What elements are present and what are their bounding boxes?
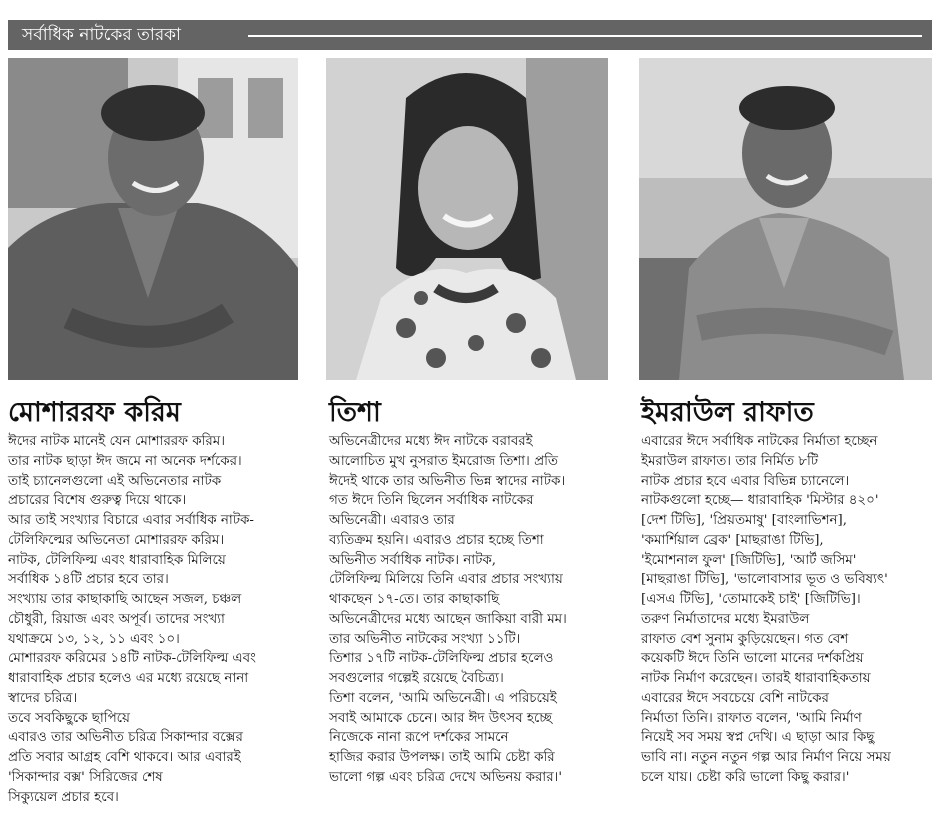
article-line: নিয়েই সব সময় স্বপ্ন দেখি। এ ছাড়া আর কিছু xyxy=(641,730,875,746)
photo-mosharraf-karim xyxy=(8,58,298,380)
article-line: নির্মাতা তিনি। রাফাত বলেন, 'আমি নির্মাণ xyxy=(641,710,862,726)
article-body xyxy=(329,432,567,788)
article-mosharraf-karim xyxy=(8,396,256,807)
article-line: তবে সবকিছুকে ছাপিয়ে xyxy=(8,710,130,726)
article-line: যথাক্রমে ১৩, ১২, ১১ এবং ১০। xyxy=(8,631,180,647)
article-body xyxy=(641,432,891,788)
article-line: অভিনেত্রীদের মধ্যে ঈদ নাটকে বরাবরই xyxy=(329,434,533,449)
article-line: রাফাত বেশ সুনাম কুড়িয়েছেন। গত বেশ xyxy=(641,631,849,647)
article-line: নাটক নির্মাণ করেছেন। তারই ধারাবাহিকতায় xyxy=(641,671,871,686)
article-line: ধারাবাহিক প্রচার হলেও এর মধ্যে রয়েছে নানা xyxy=(8,671,249,686)
article-line: গত ঈদে তিনি ছিলেন সর্বাধিক নাটকের xyxy=(329,493,534,509)
article-line: থাকছেন ১৭-তে। তার কাছাকাছি xyxy=(329,592,500,607)
article-line: ভাবি না। নতুন নতুন গল্প আর নির্মাণ নিয়ে সময় xyxy=(641,750,891,765)
article-line: সংখ্যায় তার কাছাকাছি আছেন সজল, চঞ্চল xyxy=(8,592,242,607)
article-line: স্বাদের চরিত্র। xyxy=(8,690,78,706)
section-header xyxy=(8,20,932,50)
article-line: তিশার ১৭টি নাটক-টেলিফিল্ম প্রচার হলেও xyxy=(329,651,554,667)
article-line: তরুণ নির্মাতাদের মধ্যে ইমরাউল xyxy=(641,611,810,627)
article-line: 'কমার্শিয়াল ব্রেক' [মাছরাঙা টিভি], xyxy=(641,532,824,548)
article-line: সবগুলোর গল্পেই রয়েছে বৈচিত্র্য। xyxy=(329,671,504,686)
photo-imraul-rafat xyxy=(639,58,932,380)
article-line: প্রচারের বিশেষ গুরুত্ব দিয়ে থাকে। xyxy=(8,493,187,509)
article-line: এবারের ঈদে সর্বাধিক নাটকের নির্মাতা হচ্ছেন xyxy=(641,434,878,449)
photo-tisha xyxy=(326,58,608,380)
article-line: অভিনেত্রী। এবারও তার xyxy=(329,513,455,528)
article-line: [দেশ টিভি], 'প্রিয়তমাষু' [বাংলাভিশন], xyxy=(641,513,848,528)
article-name: ইমরাউল রাফাত xyxy=(641,397,814,428)
article-line: কয়েকটি ঈদে তিনি ভালো মানের দর্শকপ্রিয় xyxy=(641,651,864,667)
article-line: তার অভিনীত নাটকের সংখ্যা ১১টি। xyxy=(329,631,521,647)
article-line: 'সিকান্দার বক্স' সিরিজের শেষ xyxy=(8,769,163,785)
article-line: এবারের ঈদে সবচেয়ে বেশি নাটকের xyxy=(641,690,829,706)
section-title: সর্বাধিক নাটকের তারকা xyxy=(22,25,181,45)
article-name: মোশাররফ করিম xyxy=(8,397,181,428)
article-line: প্রতি সবার আগ্রহ বেশি থাকবে। আর এবারই xyxy=(8,750,241,765)
article-line: ঈদের নাটক মানেই যেন মোশাররফ করিম। xyxy=(8,434,226,449)
article-line: চলে যায়। চেষ্টা করি ভালো কিছু করার।' xyxy=(641,769,850,785)
article-line: সর্বাধিক ১৪টি প্রচার হবে তার। xyxy=(8,572,169,588)
article-line: ব্যতিক্রম হয়নি। এবারও প্রচার হচ্ছে তিশা xyxy=(329,532,544,548)
article-name: তিশা xyxy=(329,397,381,428)
article-line: সিক্যুয়েল প্রচার হবে। xyxy=(8,789,119,805)
article-line: নাটক, টেলিফিল্ম এবং ধারাবাহিক মিলিয়ে xyxy=(8,552,226,568)
article-line: আর তাই সংখ্যার বিচারে এবার সর্বাধিক নাটক- xyxy=(8,513,254,528)
article-line: তিশা বলেন, 'আমি অভিনেত্রী। এ পরিচয়েই xyxy=(329,690,557,706)
article-line: ঈদেই থাকে তার অভিনীত ভিন্ন স্বাদের নাটক। xyxy=(329,473,566,489)
header-rule xyxy=(248,35,922,37)
article-line: অভিনীত সর্বাধিক নাটক। নাটক, xyxy=(329,552,497,568)
article-line: নাটক প্রচার হবে এবার বিভিন্ন চ্যানেলে। xyxy=(641,473,850,489)
article-line: তাই চ্যানেলগুলো এই অভিনেতার নাটক xyxy=(8,473,222,489)
article-line: হাজির করার উপলক্ষ। তাই আমি চেষ্টা করি xyxy=(329,750,555,765)
article-line: আলোচিত মুখ নুসরাত ইমরোজ তিশা। প্রতি xyxy=(329,453,558,469)
article-line: সবাই আমাকে চেনে। আর ঈদ উৎসব হচ্ছে xyxy=(329,710,552,726)
article-line: চৌধুরী, রিয়াজ এবং অপূর্ব। তাদের সংখ্যা xyxy=(8,611,225,627)
article-line: নিজেকে নানা রূপে দর্শকের সামনে xyxy=(329,730,509,746)
article-tisha xyxy=(329,396,567,788)
article-line: অভিনেত্রীদের মধ্যে আছেন জাকিয়া বারী মম। xyxy=(329,611,567,627)
article-line: টেলিফিল্ম মিলিয়ে তিনি এবার প্রচার সংখ্যায় xyxy=(329,572,563,588)
article-line: ভালো গল্প এবং চরিত্র দেখে অভিনয় করার।' xyxy=(329,769,563,785)
article-line: তার নাটক ছাড়া ঈদ জমে না অনেক দর্শকের। xyxy=(8,453,242,469)
article-body xyxy=(8,432,256,807)
article-line: [মাছরাঙা টিভি], 'ভালোবাসার ভূত ও ভবিষ্যৎ' xyxy=(641,572,888,588)
article-line: নাটকগুলো হচ্ছে— ধারাবাহিক 'মিস্টার ৪২০' xyxy=(641,493,879,509)
article-line: ইমরাউল রাফাত। তার নির্মিত ৮টি xyxy=(641,453,819,469)
article-line: টেলিফিল্মের অভিনেতা মোশাররফ করিম। xyxy=(8,532,225,548)
article-line: এবারও তার অভিনীত চরিত্র সিকান্দার বক্সের xyxy=(8,730,243,746)
article-line: [এসএ টিভি], 'তোমাকেই চাই' [জিটিভি]। xyxy=(641,592,861,607)
article-imraul-rafat xyxy=(641,396,891,788)
article-line: মোশাররফ করিমের ১৪টি নাটক-টেলিফিল্ম এবং xyxy=(8,651,256,667)
article-line: 'ইমোশনাল ফুল' [জিটিভি], 'আর্ট জসিম' xyxy=(641,552,857,568)
